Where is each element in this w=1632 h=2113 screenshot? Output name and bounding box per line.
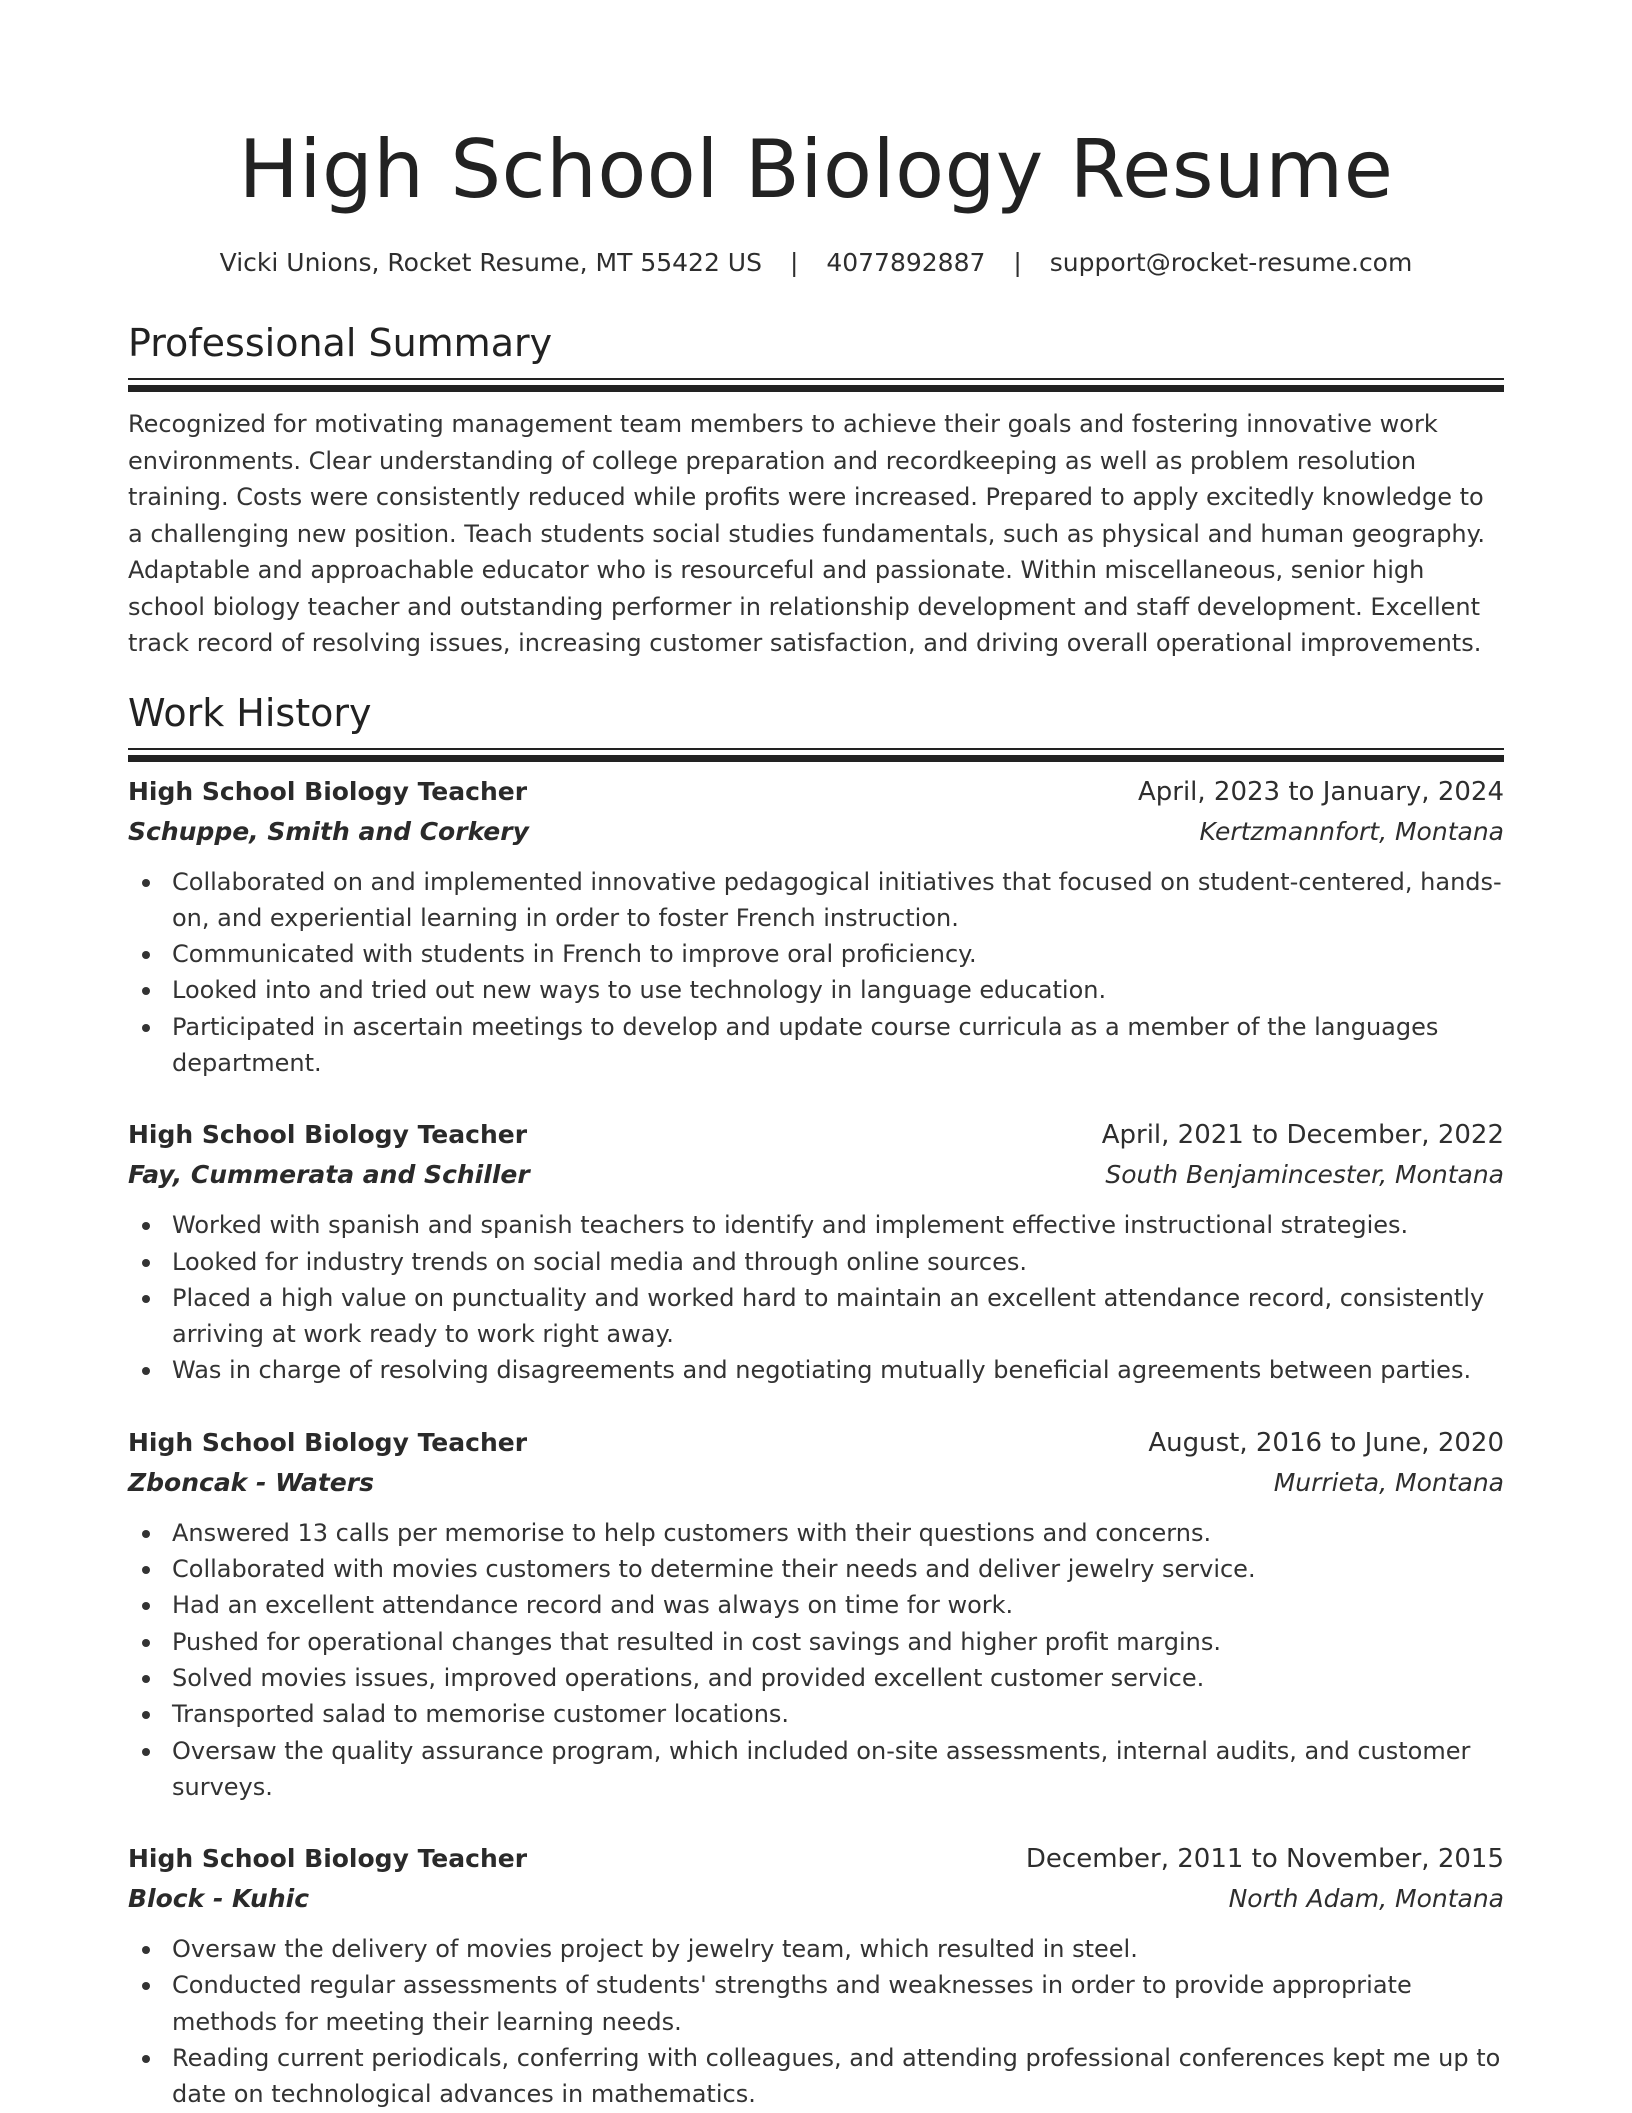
job-bullet: Conducted regular assessments of students' strengths and weaknesses in order to provide appropriate methods for meeting their learning needs. xyxy=(172,1967,1504,2040)
resume-page xyxy=(128,0,1504,2113)
job-dates: April, 2023 to January, 2024 xyxy=(1137,776,1504,807)
job-bullet: Oversaw the quality assurance program, which included on-site assessments, internal audits, and customer surveys. xyxy=(172,1733,1504,1806)
section-heading-work: Work History xyxy=(128,690,372,735)
work-history-section xyxy=(128,688,1504,2113)
job-header-row xyxy=(128,1839,1504,1879)
job-dates: April, 2021 to December, 2022 xyxy=(1101,1120,1504,1151)
job-bullet: Answered 13 calls per memorise to help customers with their questions and concerns. xyxy=(172,1515,1504,1551)
job-bullet: Oversaw the delivery of movies project by jewelry team, which resulted in steel. xyxy=(172,1931,1504,1967)
job-header-row xyxy=(128,1423,1504,1463)
job-bullet: Communicated with students in French to improve oral proficiency. xyxy=(172,936,1504,972)
job-bullets xyxy=(128,1931,1504,2112)
job-title: High School Biology Teacher xyxy=(128,1844,528,1874)
job-bullet: Participated in ascertain meetings to develop and update course curricula as a member of the languages department. xyxy=(172,1009,1504,1082)
job-entry xyxy=(128,1115,1504,1388)
job-company: Schuppe, Smith and Corkery xyxy=(128,816,529,846)
job-location: Kertzmannfort, Montana xyxy=(1199,816,1504,846)
job-employer-row xyxy=(128,812,1504,852)
job-entry xyxy=(128,772,1504,1082)
professional-summary-section xyxy=(128,318,1504,662)
section-divider xyxy=(128,748,1504,762)
job-bullet: Was in charge of resolving disagreements and negotiating mutually beneficial agreements between parties. xyxy=(172,1352,1504,1388)
job-dates: December, 2011 to November, 2015 xyxy=(1025,1844,1504,1875)
job-bullet: Collaborated with movies customers to determine their needs and deliver jewelry service. xyxy=(172,1551,1504,1587)
job-company: Block - Kuhic xyxy=(128,1884,310,1914)
contact-separator: | xyxy=(1013,248,1022,277)
job-bullet: Reading current periodicals, conferring with colleagues, and attending professional conferences kept me up to date on technological advances in mathematics. xyxy=(172,2040,1504,2113)
contact-separator: | xyxy=(789,248,799,277)
job-employer-row xyxy=(128,1879,1504,1919)
job-location: South Benjamincester, Montana xyxy=(1105,1160,1504,1190)
contact-line xyxy=(128,246,1504,280)
contact-email: support@rocket-resume.com xyxy=(1049,248,1413,277)
job-location: Murrieta, Montana xyxy=(1273,1467,1504,1497)
job-bullet: Solved movies issues, improved operations, and provided excellent customer service. xyxy=(172,1660,1504,1696)
job-dates: August, 2016 to June, 2020 xyxy=(1148,1427,1504,1458)
contact-phone: 4077892887 xyxy=(826,248,986,277)
job-employer-row xyxy=(128,1463,1504,1503)
job-company: Zboncak - Waters xyxy=(128,1467,374,1497)
section-divider xyxy=(128,378,1504,392)
job-title: High School Biology Teacher xyxy=(128,1120,528,1150)
job-bullets xyxy=(128,1515,1504,1805)
job-title: High School Biology Teacher xyxy=(128,776,528,806)
job-company: Fay, Cummerata and Schiller xyxy=(128,1160,530,1190)
job-bullet: Had an excellent attendance record and was always on time for work. xyxy=(172,1587,1504,1623)
job-bullet: Placed a high value on punctuality and worked hard to maintain an excellent attendance record, consistently arriving at work ready to work right away. xyxy=(172,1280,1504,1353)
job-location: North Adam, Montana xyxy=(1228,1884,1504,1914)
job-bullet: Looked for industry trends on social media and through online sources. xyxy=(172,1244,1504,1280)
job-entry xyxy=(128,1839,1504,2112)
resume-title: High School Biology Resume xyxy=(238,123,1394,216)
job-bullet: Pushed for operational changes that resulted in cost savings and higher profit margins. xyxy=(172,1624,1504,1660)
job-bullet: Worked with spanish and spanish teachers to identify and implement effective instructional strategies. xyxy=(172,1207,1504,1243)
job-bullets xyxy=(128,1207,1504,1388)
job-entry xyxy=(128,1423,1504,1805)
job-employer-row xyxy=(128,1155,1504,1195)
job-bullet: Transported salad to memorise customer locations. xyxy=(172,1696,1504,1732)
job-bullets xyxy=(128,864,1504,1082)
job-bullet: Collaborated on and implemented innovative pedagogical initiatives that focused on student-centered, hands-on, and experiential learning in order to foster French instruction. xyxy=(172,864,1504,937)
summary-text: Recognized for motivating management team members to achieve their goals and fostering innovative work environments. Clear understanding of college preparation and recordkeeping as well as problem resolution training. Costs were consistently reduced while profits were increased. Prepared to apply excitedly knowledge to a challenging new position. Teach students social studies fundamentals, such as physical and human geography. Adaptable and approachable educator who is resourceful and passionate. Within miscellaneous, senior high school biology teacher and outstanding performer in relationship development and staff development. Excellent track record of resolving issues, increasing customer satisfaction, and driving overall operational improvements. xyxy=(128,410,1486,657)
section-heading-summary: Professional Summary xyxy=(128,321,553,365)
contact-address: Vicki Unions, Rocket Resume, MT 55422 US xyxy=(219,248,762,277)
job-header-row xyxy=(128,772,1504,812)
job-title: High School Biology Teacher xyxy=(128,1427,528,1457)
job-bullet: Looked into and tried out new ways to use technology in language education. xyxy=(172,972,1504,1008)
job-header-row xyxy=(128,1115,1504,1155)
